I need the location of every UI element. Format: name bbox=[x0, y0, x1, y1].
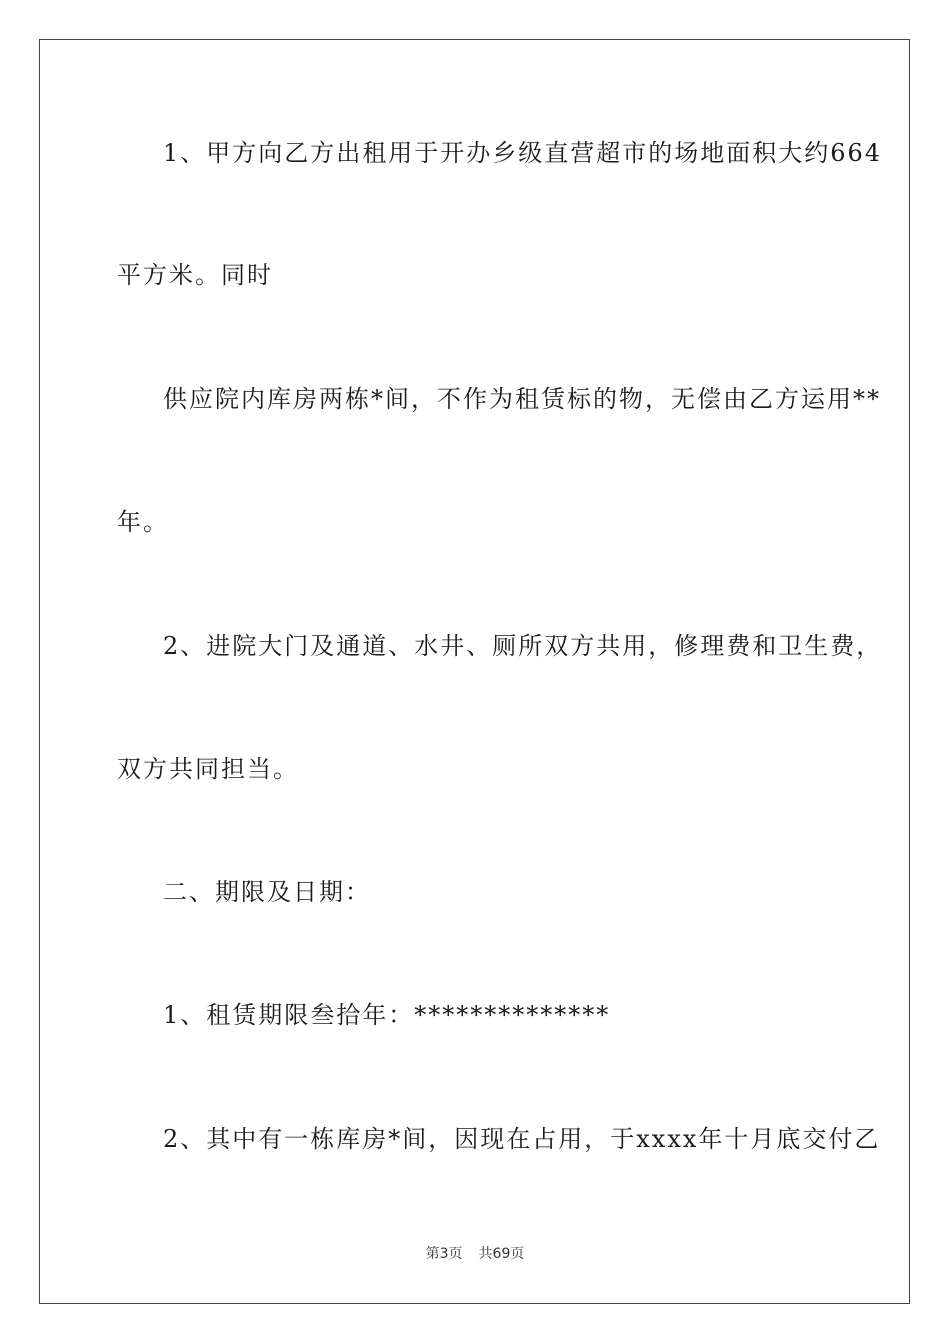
paragraph-line-4: 年。 bbox=[117, 508, 169, 536]
page-footer bbox=[0, 1243, 950, 1263]
page-number: 第3页 bbox=[425, 1246, 463, 1262]
paragraph-line-1: 1、甲方向乙方出租用于开办乡级直营超市的场地面积大约664 bbox=[163, 139, 883, 167]
paragraph-line-8: 1、租赁期限叁拾年：************** bbox=[163, 1001, 611, 1029]
paragraph-line-6: 双方共同担当。 bbox=[117, 755, 299, 783]
section-heading-term: 二、期限及日期： bbox=[163, 878, 371, 906]
page-total: 共69页 bbox=[478, 1246, 525, 1262]
paragraph-line-9: 2、其中有一栋库房*间，因现在占用，于xxxx年十月底交付乙 bbox=[163, 1125, 881, 1153]
paragraph-line-2: 平方米。同时 bbox=[117, 261, 273, 289]
paragraph-line-5: 2、进院大门及通道、水井、厕所双方共用，修理费和卫生费， bbox=[163, 632, 883, 660]
page-border bbox=[39, 39, 910, 1304]
paragraph-line-3: 供应院内库房两栋*间，不作为租赁标的物，无偿由乙方运用** bbox=[163, 385, 881, 413]
